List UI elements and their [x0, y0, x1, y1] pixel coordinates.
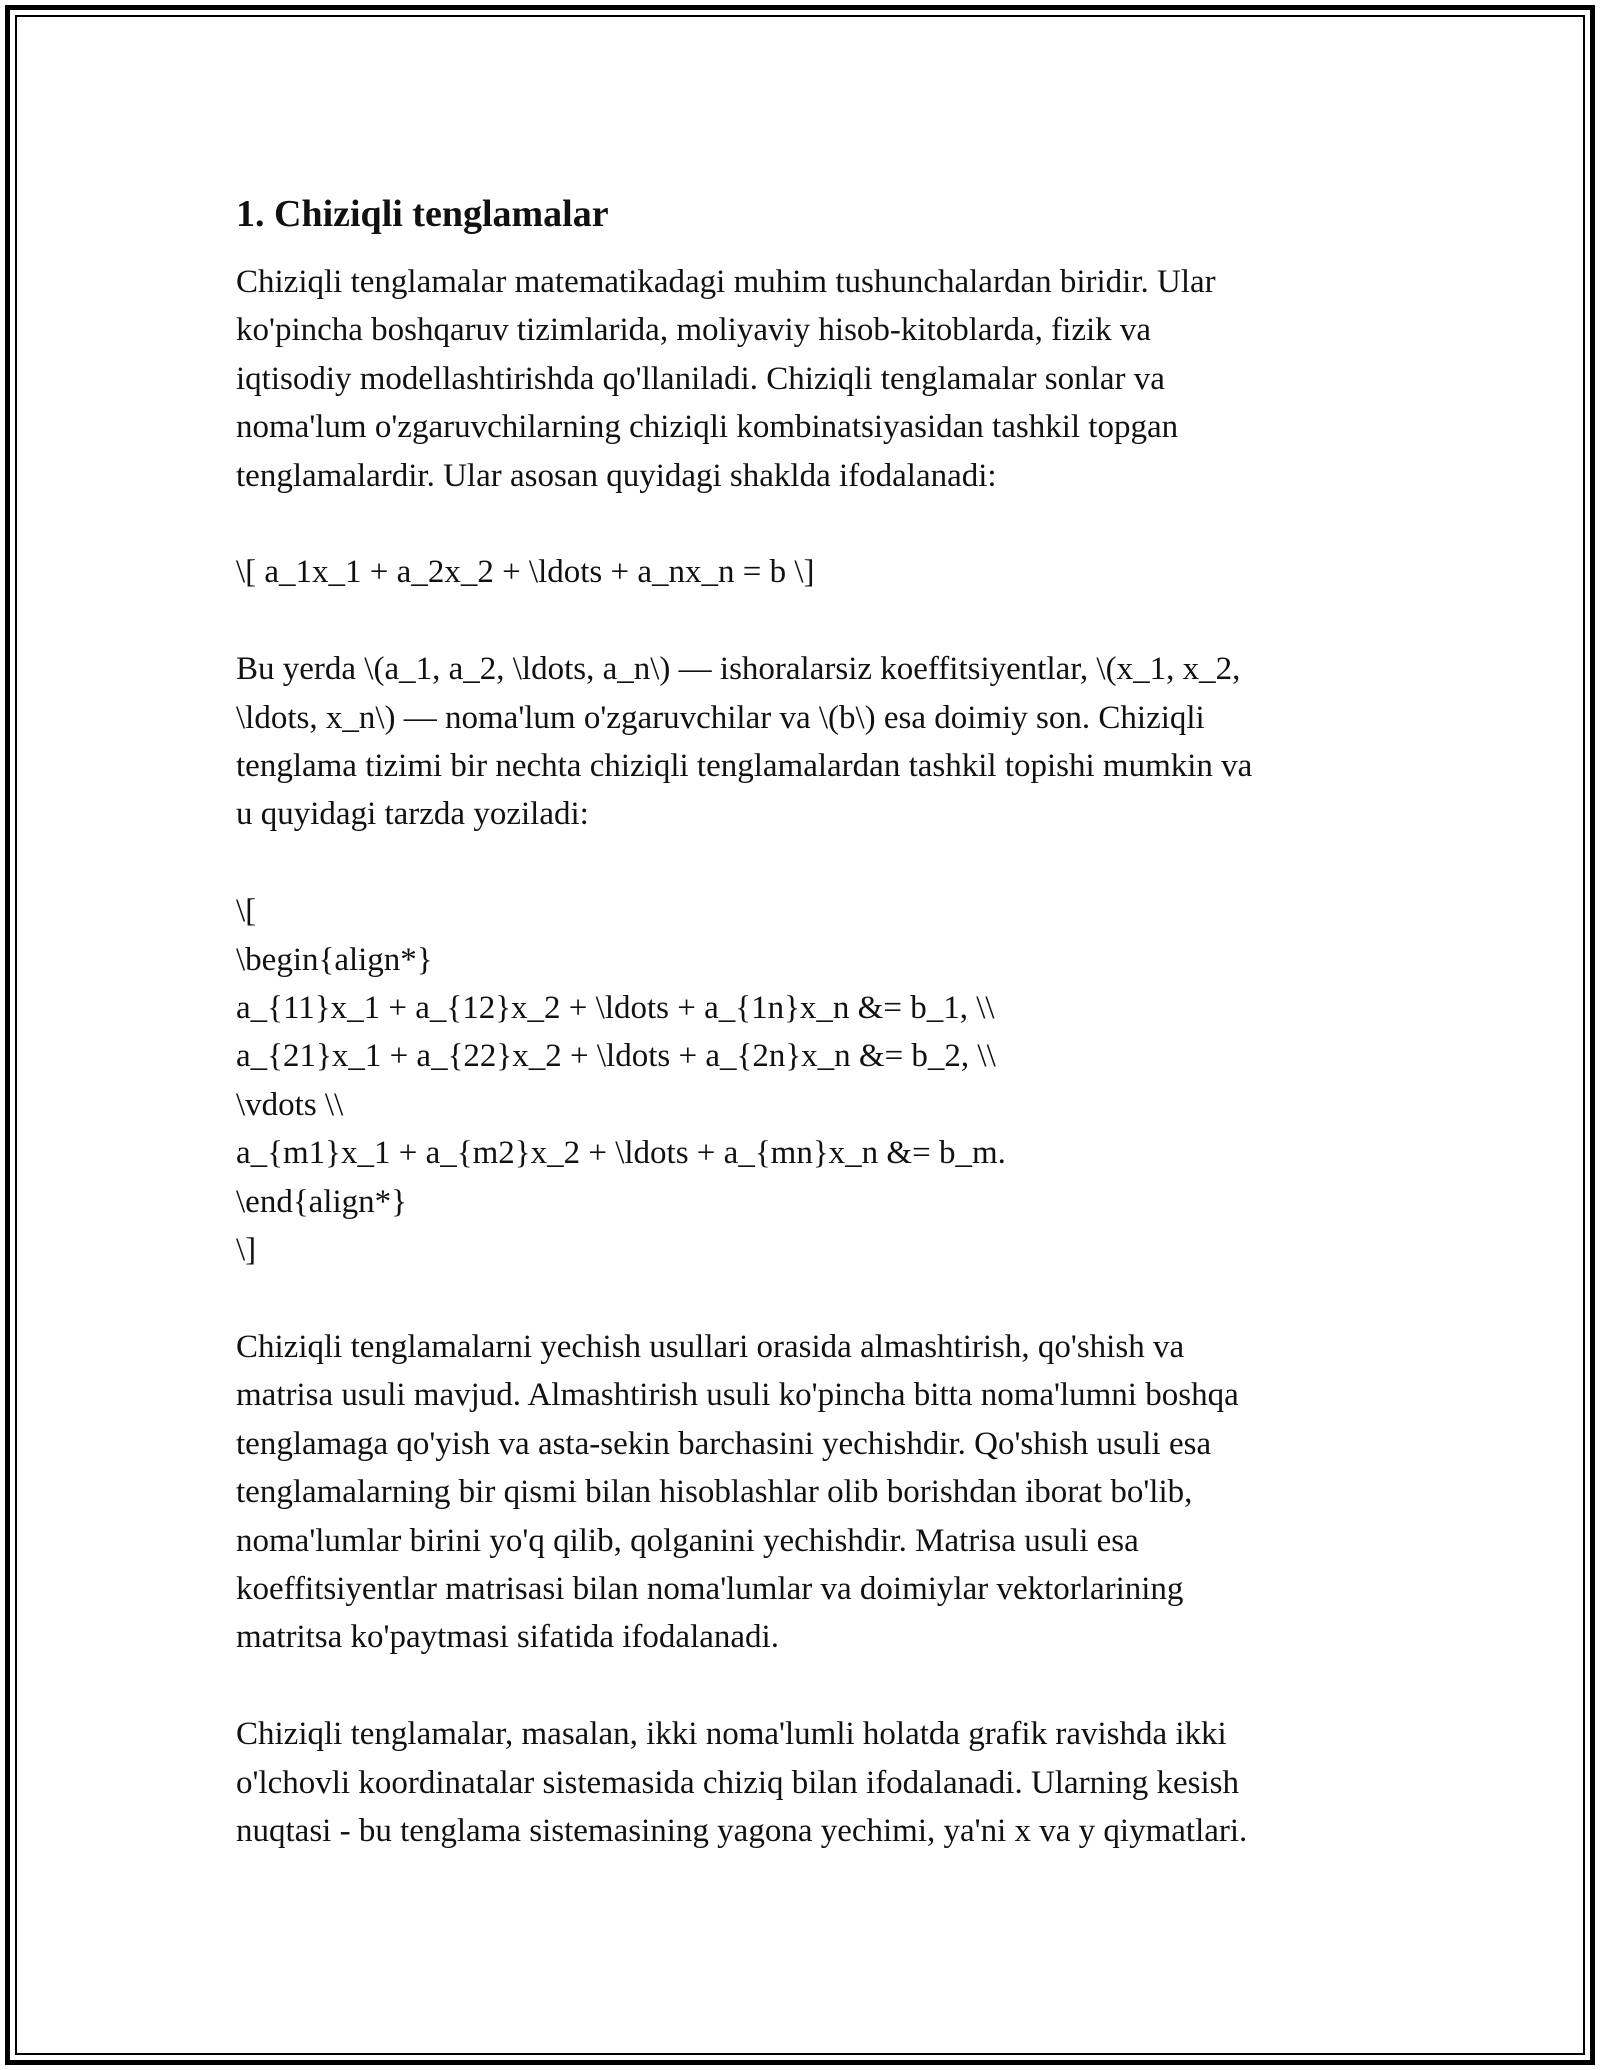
single-equation: \[ a_1x_1 + a_2x_2 + \ldots + a_nx_n = b \] — [236, 554, 815, 591]
section-heading: 1. Chiziqli tenglamalar — [236, 193, 609, 235]
variables-paragraph: Bu yerda \(a_1, a_2, \ldots, a_n\) — ishoralarsiz koeffitsiyentlar, \(x_1, x_2, \ldots, x_n\) — noma'lum o'zgaruvchilar va \(b\) esa doimiy son. Chiziqli tenglama tizimi bir nechta chiziqli tenglamalardan tashkil topishi mumkin va u quyidagi tarzda yoziladi: — [236, 651, 1253, 833]
intro-paragraph: Chiziqli tenglamalar matematikadagi muhim tushunchalardan biridir. Ular ko'pincha boshqaruv tizimlarida, moliyaviy hisob-kitoblarda, fizik va iqtisodiy modellashtirishda qo'llaniladi. Chiziqli tenglamalar sonlar va noma'lum o'zgaruvchilarning chiziqli kombinatsiyasidan tashkil topgan tenglamalardir. Ular asosan quyidagi shakldа ifodalanadi: — [236, 264, 1216, 494]
system-equations: \[ \begin{align*} a_{11}x_1 + a_{12}x_2 + \ldots + a_{1n}x_n &= b_1, \\ a_{21}x_1 + a_{22}x_2 + \ldots + a_{2n}x_n &= b_2, \\ \vdots \\ a_{m1}x_1 + a_{m2}x_2 + \ldots + a_{mn}x_n &= b_m. \end{align*} \] — [236, 893, 1006, 1269]
methods-paragraph: Chiziqli tenglamalarni yechish usullari orasida almashtirish, qo'shish va matrisa usuli mavjud. Almashtirish usuli ko'pincha bitta noma'lumni boshqa tenglamaga qo'yish va asta-sekin barchasini yechishdir. Qo'shish usuli esa tenglamalarning bir qismi bilan hisoblashlar olib borishdan iborat bo'lib, noma'lumlar birini yo'q qilib, qolganini yechishdir. Matrisa usuli esa koeffitsiyentlar matrisasi bilan noma'lumlar va doimiylar vektorlarining matritsa ko'paytmasi sifatida ifodalanadi. — [236, 1328, 1239, 1656]
graphical-paragraph: Chiziqli tenglamalar, masalan, ikki noma'lumli holatda grafik ravishda ikki o'lchovli koordinatalar sistemasida chiziq bilan ifodalanadi. Ularning kesish nuqtasi - bu tenglama sistemasining yagona yechimi, ya'ni x va y qiymatlari. — [236, 1716, 1248, 1849]
document-body — [236, 188, 1386, 1855]
